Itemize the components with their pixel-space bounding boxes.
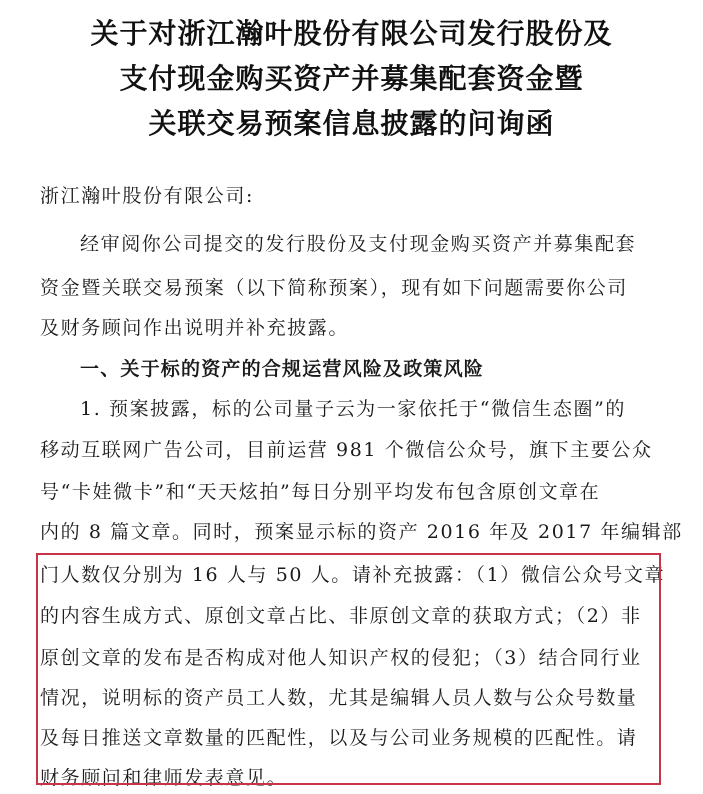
intro-paragraph-line-2: 资金暨关联交易预案（以下简称预案），现有如下问题需要你公司: [40, 277, 628, 299]
document-title-line-3: 关联交易预案信息披露的问询函: [148, 107, 555, 140]
item1-line-2: 移动互联网广告公司，目前运营 981 个微信公众号，旗下主要公众: [40, 439, 653, 461]
item1-line-3: 号“卡娃微卡”和“天天炫拍”每日分别平均发布包含原创文章在: [40, 481, 601, 503]
item1-line-6: 的内容生成方式、原创文章占比、非原创文章的获取方式；（2）非: [40, 605, 642, 627]
document-title-line-2: 支付现金购买资产并募集配套资金暨: [119, 62, 584, 95]
intro-paragraph-line-3: 及财务顾问作出说明并补充披露。: [40, 317, 350, 339]
intro-paragraph-line-1: 经审阅你公司提交的发行股份及支付现金购买资产并募集配套: [80, 233, 637, 255]
item1-line-8: 情况，说明标的资产员工人数，尤其是编辑人员人数与公众号数量: [40, 687, 638, 709]
section-heading: 一、关于标的资产的合规运营风险及政策风险: [80, 358, 485, 380]
item1-line-1: 1. 预案披露，标的公司量子云为一家依托于“微信生态圈”的: [80, 398, 626, 420]
item1-line-9: 及每日推送文章数量的匹配性，以及与公司业务规模的匹配性。请: [40, 727, 638, 749]
item1-line-10: 财务顾问和律师发表意见。: [40, 767, 288, 789]
addressee: 浙江瀚叶股份有限公司:: [40, 185, 255, 207]
item1-line-4: 内的 8 篇文章。同时，预案显示标的资产 2016 年及 2017 年编辑部: [40, 521, 683, 543]
item1-line-5: 门人数仅分别为 16 人与 50 人。请补充披露：（1）微信公众号文章: [40, 564, 666, 586]
document-title-line-1: 关于对浙江瀚叶股份有限公司发行股份及: [90, 17, 613, 50]
item1-line-7: 原创文章的发布是否构成对他人知识产权的侵犯；（3）结合同行业: [40, 647, 642, 669]
highlight-box: [36, 553, 661, 785]
